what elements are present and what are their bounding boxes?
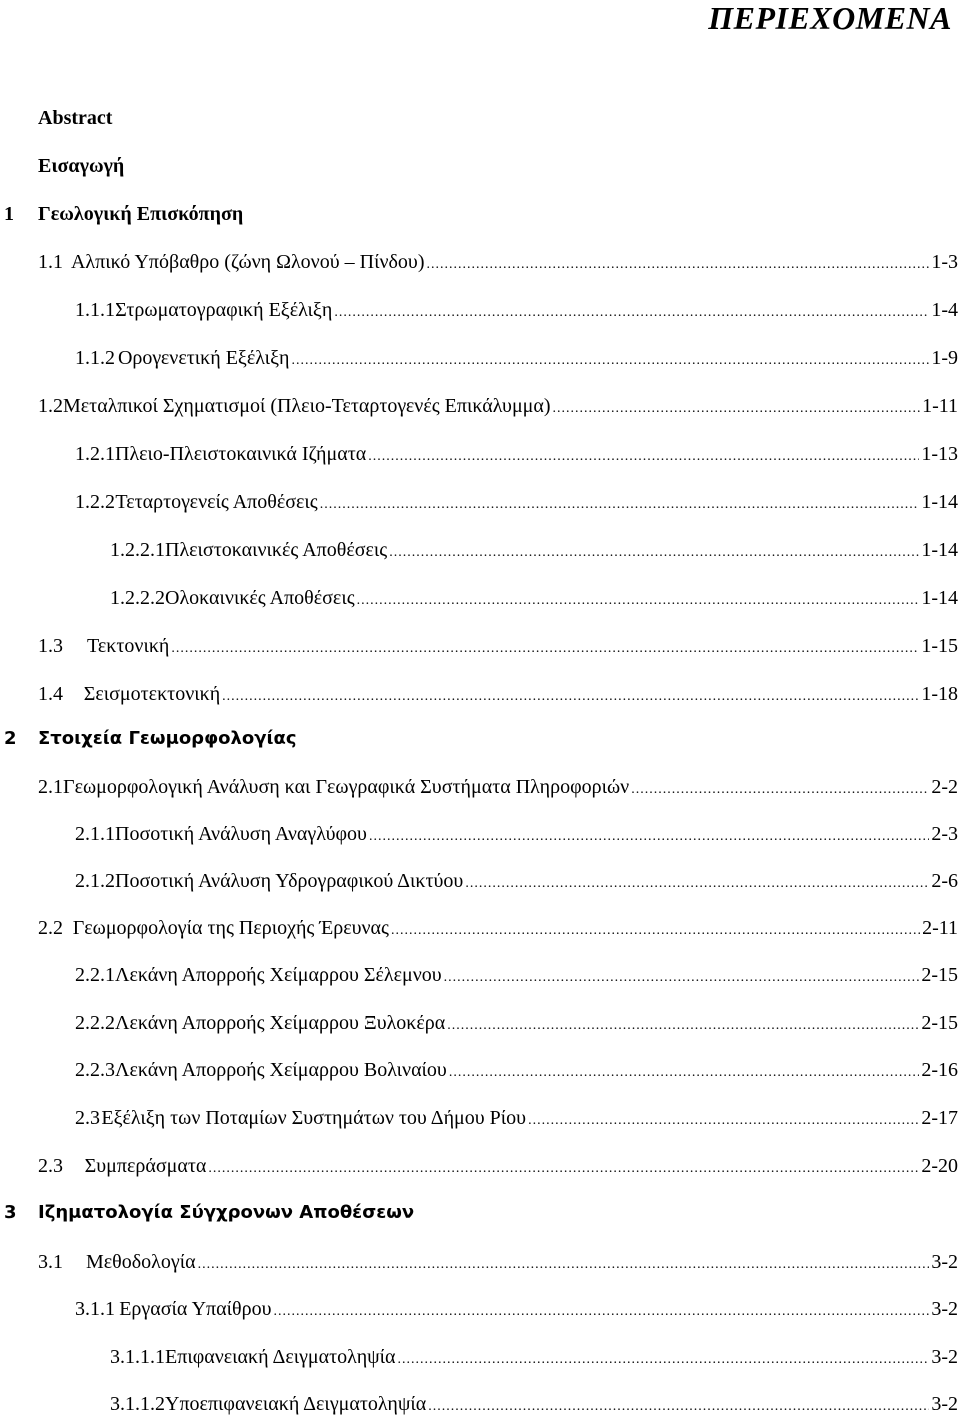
toc-entry[interactable] <box>0 343 958 373</box>
toc-entry-number: 1.2.2 <box>75 491 115 513</box>
toc-entry[interactable] <box>0 1151 958 1181</box>
toc-page-number: 1-15 <box>921 635 958 657</box>
toc-entry-number: 3.1.1.1 <box>110 1346 165 1368</box>
toc-entry-title: Ποσοτική Ανάλυση Υδρογραφικού Δικτύου <box>115 870 464 892</box>
toc-entry[interactable] <box>0 439 958 469</box>
toc-entry-number: 1.1 <box>38 251 63 273</box>
toc-entry-title: Abstract <box>38 107 113 129</box>
toc-entry-number: 1.1.2 <box>75 347 115 369</box>
toc-leader-dots <box>273 1297 929 1327</box>
toc-entry-number: 2.2 <box>38 917 63 939</box>
toc-leader-dots <box>528 1106 919 1136</box>
toc-entry-title: Λεκάνη Απορροής Χείμαρρου Σέλεμνου <box>115 964 442 986</box>
toc-entry-number: 1.2.2.1 <box>110 539 165 561</box>
toc-entry-title: Επιφανειακή Δειγματοληψία <box>165 1346 396 1368</box>
toc-entry-title: Γεωμορφολογία της Περιοχής Έρευνας <box>72 917 389 939</box>
toc-entry[interactable] <box>0 535 958 565</box>
toc-page-number: 1-4 <box>931 299 958 321</box>
toc-page-number: 2-20 <box>921 1155 958 1177</box>
toc-entry[interactable] <box>0 1294 958 1324</box>
toc-entry-number: 3.1.1.2 <box>110 1393 165 1415</box>
toc-page-number: 3-2 <box>931 1393 958 1415</box>
toc-entry[interactable] <box>0 247 958 277</box>
toc-entry-title: Αλπικό Υπόβαθρο (ζώνη Ωλονού – Πίνδου) <box>70 251 425 273</box>
toc-page-number: 2-15 <box>921 1012 958 1034</box>
toc-leader-dots <box>368 442 919 472</box>
toc-leader-dots <box>426 250 929 280</box>
toc-page-number: 2-3 <box>931 823 958 845</box>
toc-leader-dots <box>444 963 920 993</box>
toc-page-number: 2-6 <box>931 870 958 892</box>
toc-entry-number: 2 <box>4 728 17 749</box>
toc-leader-dots <box>428 1392 929 1422</box>
toc-page-number: 1-3 <box>931 251 958 273</box>
toc-page-number: 1-14 <box>921 539 958 561</box>
page-title: ΠΕΡΙΕΧΟΜΕΝΑ <box>708 0 952 36</box>
toc-entry-title: Τεταρτογενείς Αποθέσεις <box>115 491 318 513</box>
toc-entry-number: 1.2.1 <box>75 443 115 465</box>
toc-entry-title: Εργασία Υπαίθρου <box>119 1298 272 1320</box>
toc-entry-title: Μεθοδολογία <box>85 1251 196 1273</box>
toc-entry[interactable] <box>0 487 958 517</box>
toc-entry-title: Γεωμορφολογική Ανάλυση και Γεωγραφικά Συστήματα Πληροφοριών <box>63 776 630 798</box>
toc-entry-introduction[interactable] <box>0 151 958 181</box>
toc-entry[interactable] <box>0 1008 958 1038</box>
toc-leader-dots <box>208 1154 919 1184</box>
toc-entry-number: 2.1 <box>38 776 63 798</box>
toc-entry[interactable] <box>0 1389 958 1419</box>
toc-page-number: 1-13 <box>921 443 958 465</box>
toc-entry[interactable] <box>0 960 958 990</box>
toc-entry-title: Εξέλιξη των Ποταμίων Συστημάτων του Δήμου Ρίου <box>101 1107 527 1129</box>
toc-entry-number: 3 <box>4 1202 17 1223</box>
toc-entry-title: Εισαγωγή <box>38 155 125 177</box>
toc-leader-dots <box>320 490 920 520</box>
toc-entry-number: 3.1.1 <box>75 1298 115 1320</box>
toc-entry-number: 3.1 <box>38 1251 63 1273</box>
toc-leader-dots <box>398 1345 930 1375</box>
toc-leader-dots <box>447 1011 919 1041</box>
toc-leader-dots <box>449 1058 920 1088</box>
toc-entry-title: Τεκτονική <box>87 635 170 657</box>
toc-page-number: 1-14 <box>921 491 958 513</box>
toc-entry[interactable] <box>0 913 958 943</box>
toc-entry-number: 1.2 <box>38 395 63 417</box>
toc-entry-title: Ιζηματολογία Σύγχρονων Αποθέσεων <box>38 1202 415 1223</box>
toc-entry-title: Πλειστοκαινικές Αποθέσεις <box>165 539 388 561</box>
toc-entry-number: 2.1.2 <box>75 870 115 892</box>
toc-entry-number: 1.1.1 <box>75 299 115 321</box>
toc-entry-title: Σεισμοτεκτονική <box>83 683 221 705</box>
toc-entry[interactable] <box>0 1055 958 1085</box>
toc-page-number: 2-17 <box>921 1107 958 1129</box>
toc-leader-dots <box>631 775 929 805</box>
toc-entry[interactable] <box>0 1247 958 1277</box>
toc-leader-dots <box>334 298 929 328</box>
toc-leader-dots <box>553 394 921 424</box>
toc-entry[interactable] <box>0 583 958 613</box>
toc-entry[interactable] <box>0 631 958 661</box>
toc-page-number: 3-2 <box>931 1251 958 1273</box>
toc-entry[interactable] <box>0 1103 958 1133</box>
toc-entry-title: Ολοκαινικές Αποθέσεις <box>165 587 355 609</box>
toc-leader-dots <box>171 634 919 664</box>
toc-entry-number: 2.2.1 <box>75 964 115 986</box>
toc-page-number: 2-15 <box>921 964 958 986</box>
toc-entry[interactable] <box>0 679 958 709</box>
toc-leader-dots <box>369 822 929 852</box>
toc-entry-title: Συμπεράσματα <box>84 1155 207 1177</box>
toc-entry[interactable] <box>0 866 958 896</box>
toc-entry[interactable] <box>0 295 958 325</box>
toc-page-number: 2-16 <box>921 1059 958 1081</box>
toc-entry-number: 2.3 <box>75 1107 100 1129</box>
toc-entry-number: 2.3 <box>38 1155 63 1177</box>
toc-entry-number: 1 <box>4 203 14 225</box>
toc-entry[interactable] <box>0 819 958 849</box>
toc-entry[interactable] <box>0 391 958 421</box>
toc-entry-number: 1.3 <box>38 635 63 657</box>
toc-leader-dots <box>389 538 919 568</box>
toc-page-number: 1-11 <box>922 395 958 417</box>
toc-entry-title: Πλειο-Πλειστοκαινικά Ιζήματα <box>115 443 367 465</box>
toc-chapter-1[interactable] <box>0 199 958 229</box>
toc-entry[interactable] <box>0 772 958 802</box>
toc-page-number: 3-2 <box>931 1298 958 1320</box>
toc-entry-title: Υποεπιφανειακή Δειγματοληψία <box>165 1393 427 1415</box>
toc-entry-number: 2.2.3 <box>75 1059 115 1081</box>
toc-leader-dots <box>391 916 920 946</box>
toc-leader-dots <box>465 869 929 899</box>
toc-page-number: 3-2 <box>931 1346 958 1368</box>
toc-entry-number: 2.1.1 <box>75 823 115 845</box>
toc-entry-title: Λεκάνη Απορροής Χείμαρρου Βολιναίου <box>115 1059 447 1081</box>
toc-leader-dots <box>357 586 920 616</box>
toc-leader-dots <box>198 1250 930 1280</box>
toc-page-number: 1-9 <box>931 347 958 369</box>
toc-page-number: 2-2 <box>931 776 958 798</box>
toc-entry-title: Γεωλογική Επισκόπηση <box>38 203 244 225</box>
toc-entry-title: Ποσοτική Ανάλυση Αναγλύφου <box>115 823 367 845</box>
toc-entry-title: Στρωματογραφική Εξέλιξη <box>115 299 333 321</box>
toc-page-number: 1-18 <box>921 683 958 705</box>
toc-page-number: 2-11 <box>922 917 958 939</box>
toc-entry[interactable] <box>0 1342 958 1372</box>
toc-entry-title: Ορογενετική Εξέλιξη <box>117 347 290 369</box>
toc-leader-dots <box>222 682 919 712</box>
toc-entry-abstract[interactable] <box>0 103 958 133</box>
toc-entry-title: Λεκάνη Απορροής Χείμαρρου Ξυλοκέρα <box>115 1012 446 1034</box>
toc-page-number: 1-14 <box>921 587 958 609</box>
toc-entry-number: 2.2.2 <box>75 1012 115 1034</box>
toc-chapter-2[interactable] <box>0 724 958 754</box>
toc-entry-title: Στοιχεία Γεωμορφολογίας <box>38 728 297 749</box>
toc-entry-number: 1.4 <box>38 683 63 705</box>
toc-entry-number: 1.2.2.2 <box>110 587 165 609</box>
toc-chapter-3[interactable] <box>0 1198 958 1228</box>
toc-leader-dots <box>291 346 929 376</box>
toc-entry-title: Μεταλπικοί Σχηματισμοί (Πλειο-Τεταρτογενές Επικάλυμμα) <box>63 395 551 417</box>
